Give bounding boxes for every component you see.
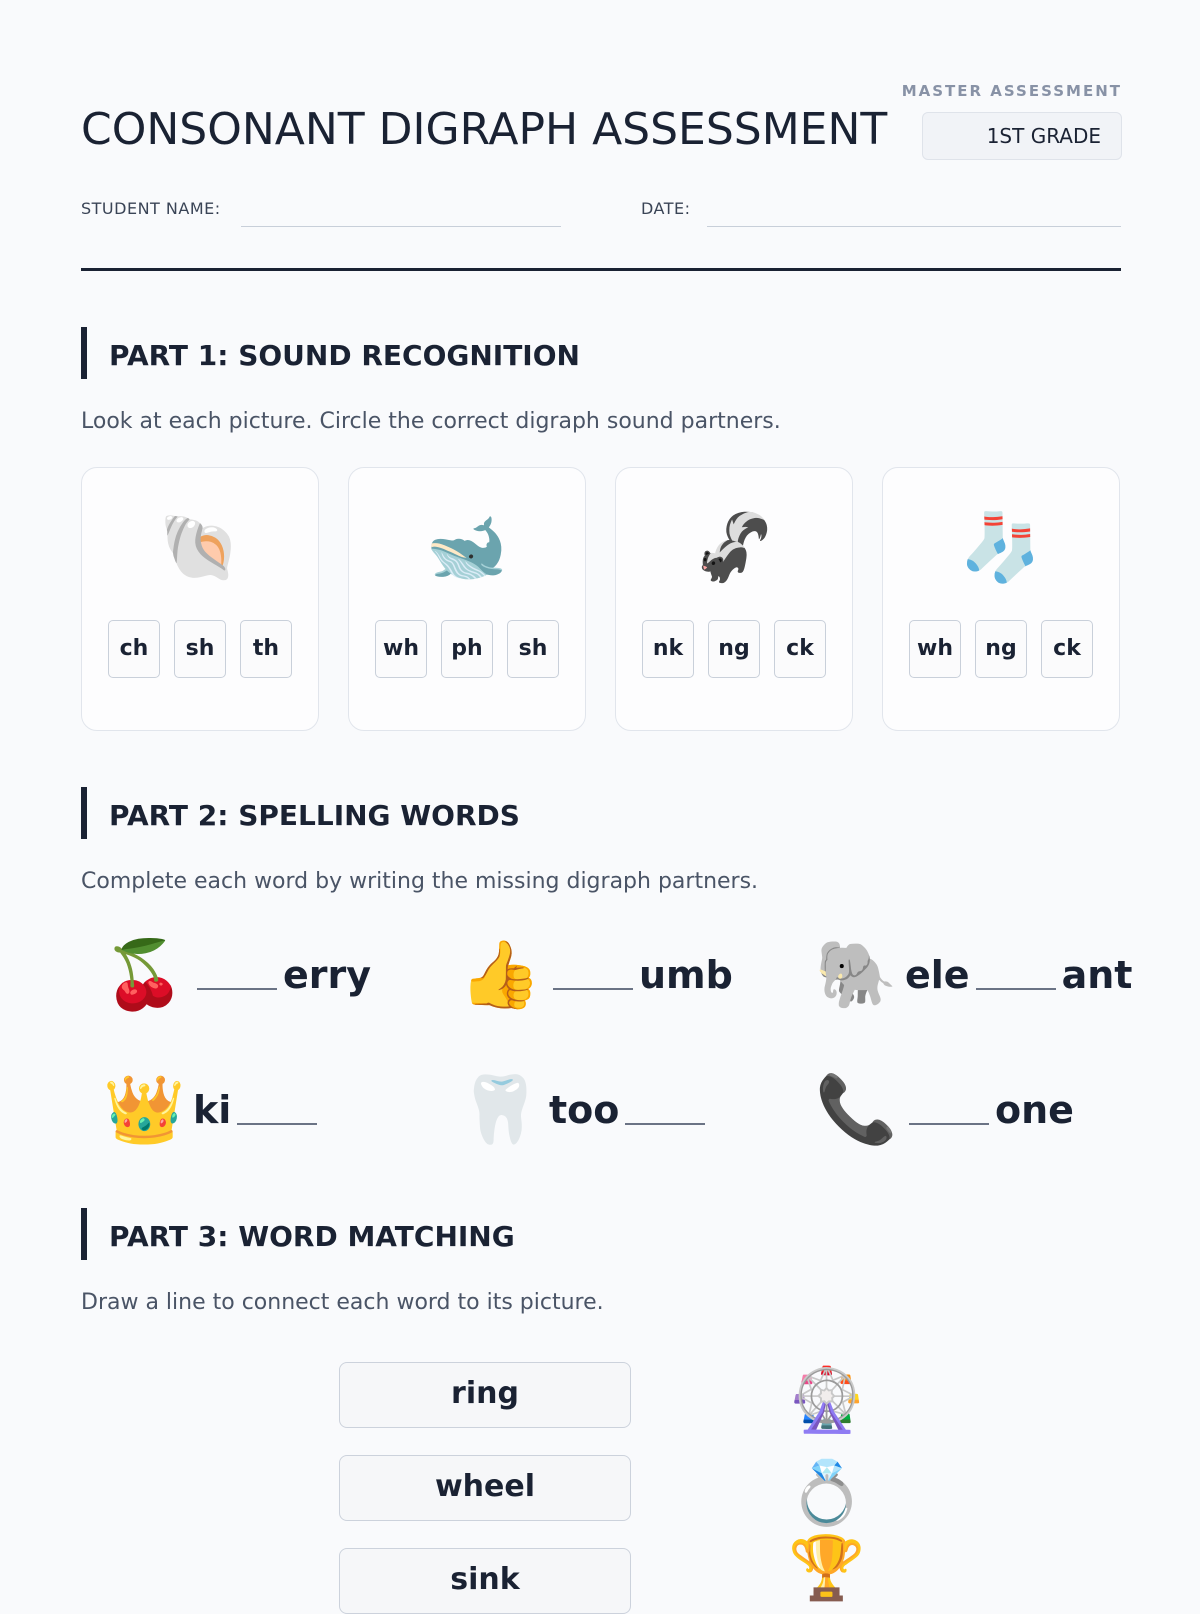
phone-icon: 📞 <box>815 1071 898 1148</box>
grade-badge: 1ST GRADE <box>922 112 1122 160</box>
answer-blank[interactable] <box>553 988 633 990</box>
sock-icon: 🧦 <box>959 509 1043 586</box>
part2-instruction: Complete each word by writing the missing digraph partners. <box>81 869 759 894</box>
answer-blank[interactable] <box>976 988 1056 990</box>
shell-icon: 🐚 <box>158 509 242 586</box>
assessment-tag: MASTER ASSESSMENT <box>901 82 1122 100</box>
word-fragment: ant <box>1061 953 1133 997</box>
match-word-sink[interactable]: sink <box>339 1548 631 1614</box>
sound-card-4 <box>882 467 1120 731</box>
spelling-item-3 <box>815 930 1132 1020</box>
word-fragment: erry <box>283 953 372 997</box>
tooth-icon: 🦷 <box>459 1071 542 1148</box>
spelling-item-1 <box>103 930 371 1020</box>
date-line[interactable] <box>707 226 1121 227</box>
word-fragment: ki <box>193 1088 232 1132</box>
match-word-ring[interactable]: ring <box>339 1362 631 1428</box>
part2-heading <box>81 787 520 839</box>
digraph-option[interactable]: sh <box>507 620 559 678</box>
part1-heading-text: PART 1: SOUND RECOGNITION <box>109 339 580 372</box>
thumbs-up-icon: 👍 <box>459 936 542 1013</box>
spelling-item-5 <box>459 1065 711 1155</box>
page-title: CONSONANT DIGRAPH ASSESSMENT <box>81 104 888 155</box>
spelling-item-2 <box>459 930 733 1020</box>
word-fragment: ele <box>905 953 970 997</box>
whale-icon: 🐋 <box>425 509 509 586</box>
trophy-icon[interactable]: 🏆 <box>788 1531 866 1604</box>
word-fragment: too <box>549 1088 620 1132</box>
sound-card-2 <box>348 467 586 731</box>
student-name-line[interactable] <box>241 226 561 227</box>
word-fragment: umb <box>639 953 733 997</box>
student-name-label: STUDENT NAME: <box>81 199 221 218</box>
spelling-item-4 <box>103 1065 323 1155</box>
digraph-option[interactable]: wh <box>375 620 427 678</box>
sound-card-3 <box>615 467 853 731</box>
answer-blank[interactable] <box>237 1123 317 1125</box>
digraph-option[interactable]: ch <box>108 620 160 678</box>
elephant-icon: 🐘 <box>815 936 898 1013</box>
digraph-option[interactable]: ng <box>975 620 1027 678</box>
answer-blank[interactable] <box>197 988 277 990</box>
part1-heading <box>81 327 580 379</box>
ferris-wheel-icon[interactable]: 🎡 <box>788 1363 866 1436</box>
skunk-icon: 🦨 <box>692 509 776 586</box>
date-label: DATE: <box>641 199 691 218</box>
answer-blank[interactable] <box>625 1123 705 1125</box>
digraph-option[interactable]: ph <box>441 620 493 678</box>
answer-blank[interactable] <box>909 1123 989 1125</box>
part3-heading <box>81 1208 515 1260</box>
part3-heading-text: PART 3: WORD MATCHING <box>109 1220 515 1253</box>
ring-icon[interactable]: 💍 <box>788 1456 866 1529</box>
word-fragment: one <box>995 1088 1074 1132</box>
part2-heading-text: PART 2: SPELLING WORDS <box>109 799 520 832</box>
digraph-option[interactable]: th <box>240 620 292 678</box>
digraph-option[interactable]: sh <box>174 620 226 678</box>
digraph-option[interactable]: ck <box>1041 620 1093 678</box>
digraph-option[interactable]: ng <box>708 620 760 678</box>
digraph-option[interactable]: wh <box>909 620 961 678</box>
cherries-icon: 🍒 <box>103 936 186 1013</box>
digraph-option[interactable]: ck <box>774 620 826 678</box>
match-word-wheel[interactable]: wheel <box>339 1455 631 1521</box>
part1-instruction: Look at each picture. Circle the correct digraph sound partners. <box>81 409 781 434</box>
sound-card-1 <box>81 467 319 731</box>
digraph-option[interactable]: nk <box>642 620 694 678</box>
header-divider <box>81 268 1121 271</box>
part3-instruction: Draw a line to connect each word to its picture. <box>81 1290 604 1315</box>
spelling-item-6 <box>815 1065 1074 1155</box>
crown-icon: 👑 <box>103 1071 186 1148</box>
